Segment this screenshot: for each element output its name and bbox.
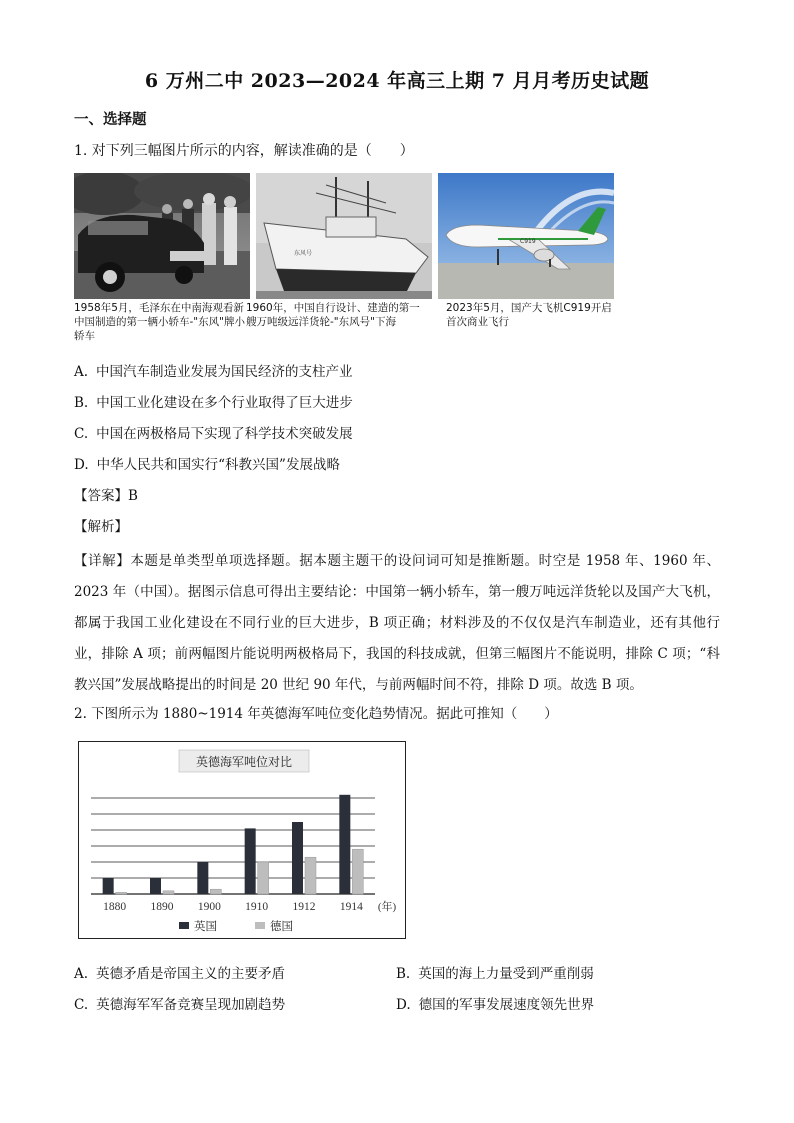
q1-option-b[interactable] xyxy=(74,391,353,411)
legend-label: 德国 xyxy=(270,921,293,933)
bar-britain xyxy=(103,878,114,894)
option-label: C. xyxy=(74,426,89,442)
photo-caption-2: 1960年，中国自行设计、建造的第一艘万吨级远洋货轮-"东风号"下海 xyxy=(246,302,420,328)
chart-title: 英德海军吨位对比 xyxy=(195,755,293,769)
bar-germany xyxy=(116,892,127,894)
bar-britain xyxy=(197,862,208,894)
option-text: 中国在两极格局下实现了科学技术突破发展 xyxy=(96,426,353,442)
bar-germany xyxy=(352,849,363,894)
q1-option-c[interactable] xyxy=(74,422,353,442)
option-label: D. xyxy=(396,997,411,1013)
bar-germany xyxy=(210,889,221,894)
plane-photo xyxy=(438,173,614,299)
chart-svg xyxy=(79,742,405,938)
q1-answer xyxy=(74,484,138,504)
x-tick-label: 1914 xyxy=(339,901,363,913)
bar-britain xyxy=(292,822,303,894)
q1-detail xyxy=(74,546,720,701)
option-text: 德国的军事发展速度领先世界 xyxy=(418,997,595,1013)
q2-option-a[interactable] xyxy=(74,962,285,982)
question-1-photos xyxy=(74,173,614,345)
x-tick-label: 1890 xyxy=(150,901,174,913)
option-label: A. xyxy=(74,364,89,380)
x-tick-label: 1910 xyxy=(245,901,269,913)
q1-option-d[interactable] xyxy=(74,453,340,473)
q1-analysis-tag: 【解析】 xyxy=(74,519,128,535)
option-label: B. xyxy=(396,966,411,982)
bar-germany xyxy=(258,862,269,894)
x-tick-label: 1880 xyxy=(103,901,127,913)
section-heading: 一、选择题 xyxy=(74,111,147,128)
page-title: 6 万州二中 2023—2024 年高三上期 7 月月考历史试题 xyxy=(144,70,650,92)
answer-tag: 【答案】 xyxy=(74,488,128,504)
q1-option-a[interactable] xyxy=(74,360,353,380)
plane-model-label: C919 xyxy=(520,238,536,245)
option-text: 英德海军军备竞赛呈现加剧趋势 xyxy=(96,997,286,1013)
x-tick-label: 1900 xyxy=(197,901,221,913)
navy-tonnage-chart xyxy=(78,741,406,939)
option-label: A. xyxy=(74,966,89,982)
q2-option-c[interactable] xyxy=(74,993,285,1013)
ship-name-label: 东风号 xyxy=(294,250,313,257)
photo-caption-3: 2023年5月，国产大飞机C919开启首次商业飞行 xyxy=(446,302,612,328)
option-text: 中国工业化建设在多个行业取得了巨大进步 xyxy=(96,395,353,411)
question-1-stem: 1. 对下列三幅图片所示的内容，解读准确的是（ ） xyxy=(74,143,414,159)
bar-britain xyxy=(245,828,256,894)
x-tick-label: 1912 xyxy=(292,901,316,913)
ship-photo xyxy=(256,173,432,299)
legend-swatch xyxy=(179,922,189,929)
bar-germany xyxy=(163,891,174,894)
legend-swatch xyxy=(255,922,265,929)
detail-text: 本题是单类型单项选择题。据本题主题干的设问词可知是推断题。时空是 1958 年、1960 年、2023 年（中国）。据图示信息可得出主要结论：中国第一辆小轿车，第一艘万吨远洋货轮以及国产大飞机，都属于我国工业化建设在不同行业的巨大进步，B 项正确；材料涉及的不仅仅是汽车制造业，还有其他行业，排除 A 项；前两幅图片能说明两极格局下，我国的科技成就，但第三幅图片不能说明，排除 C 项；“科教兴国”发展战略提出的时间是 20 世纪 90 年代，与前两幅时间不符，排除 D 项。故选 B 项。 xyxy=(74,553,720,693)
x-axis-unit: (年) xyxy=(377,901,397,913)
option-label: B. xyxy=(74,395,89,411)
option-text: 中华人民共和国实行“科教兴国”发展战略 xyxy=(96,457,340,473)
bar-britain xyxy=(339,795,350,894)
option-text: 英德矛盾是帝国主义的主要矛盾 xyxy=(96,966,286,982)
option-text: 中国汽车制造业发展为国民经济的支柱产业 xyxy=(96,364,353,380)
car-photo xyxy=(74,173,250,299)
option-text: 英国的海上力量受到严重削弱 xyxy=(418,966,594,982)
answer-value: B xyxy=(128,488,138,504)
question-2-stem: 2. 下图所示为 1880~1914 年英德海军吨位变化趋势情况。据此可推知（ ） xyxy=(74,706,558,722)
bar-germany xyxy=(305,857,316,894)
bar-britain xyxy=(150,878,161,894)
option-label: C. xyxy=(74,997,89,1013)
option-label: D. xyxy=(74,457,89,473)
q2-option-b[interactable] xyxy=(396,962,594,982)
legend-label: 英国 xyxy=(194,921,217,933)
detail-tag: 【详解】 xyxy=(74,553,131,569)
q2-option-d[interactable] xyxy=(396,993,594,1013)
photo-caption-1: 1958年5月，毛泽东在中南海观看新中国制造的第一辆小轿车-"东风"牌小轿车 xyxy=(74,302,245,342)
